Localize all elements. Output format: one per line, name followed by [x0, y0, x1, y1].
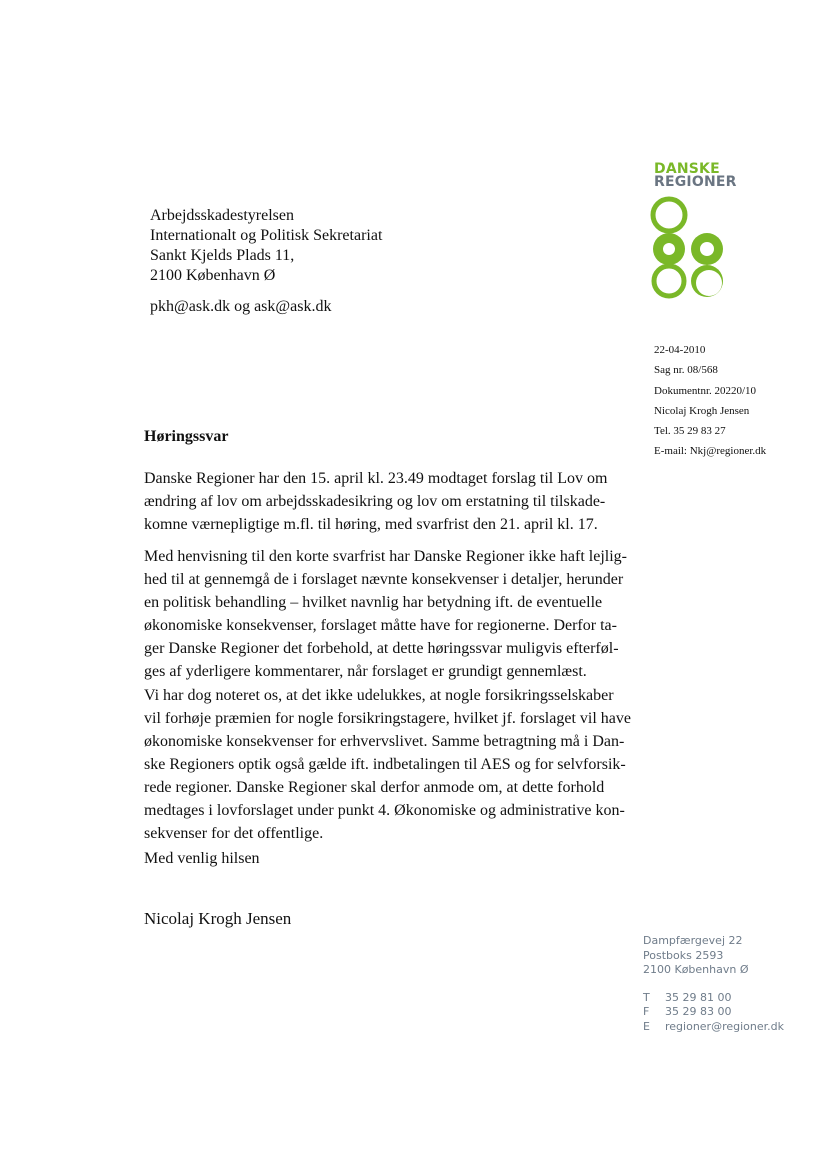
contact-key: F	[643, 1005, 650, 1018]
contact-key: E	[643, 1019, 650, 1033]
logo-circles-icon	[648, 194, 728, 300]
contact-value: 35 29 81 00	[665, 990, 732, 1004]
contact-value: regioner@regioner.dk	[665, 1019, 784, 1033]
meta-phone: Tel. 35 29 83 27	[654, 425, 726, 438]
paragraph-line: økonomiske konsekvenser, forslaget måtte have for regionerne. Derfor ta-	[144, 617, 617, 634]
meta-document-number: Dokumentnr. 20220/10	[654, 384, 757, 397]
meta-case-number: Sag nr. 08/568	[654, 364, 718, 377]
recipient-line: 2100 København Ø	[150, 267, 276, 284]
document-meta	[654, 340, 766, 462]
recipient-line: Internationalt og Politisk Sekretariat	[150, 227, 383, 244]
paragraph-line: Danske Regioner har den 15. april kl. 23.49 modtaget forslag til Lov om	[144, 470, 608, 487]
paragraph-line: vil forhøje præmien for nogle forsikringstagere, hvilket jf. forslaget vil have	[144, 710, 631, 727]
paragraph-3	[144, 684, 631, 845]
recipient-line: Sankt Kjelds Plads 11,	[150, 247, 295, 264]
contact-value: 35 29 83 00	[665, 1005, 732, 1018]
letter-heading: Høringssvar	[144, 428, 229, 445]
footer-contact-phone	[643, 991, 784, 1006]
paragraph-line: komne værnepligtige m.fl. til høring, med svarfrist den 21. april kl. 17.	[144, 516, 598, 533]
footer-contact-email	[643, 1020, 784, 1035]
paragraph-1	[144, 467, 610, 536]
paragraph-line: ændring af lov om arbejdsskadesikring og lov om erstatning til tilskade-	[144, 493, 606, 510]
paragraph-line: ger Danske Regioner det forbehold, at dette høringssvar muligvis efterføl-	[144, 640, 619, 657]
meta-email: E-mail: Nkj@regioner.dk	[654, 445, 767, 458]
footer-contact-fax	[643, 1005, 784, 1020]
paragraph-line: ske Regioners optik også gælde ift. indbetalingen til AES og for selvforsik-	[144, 756, 626, 773]
recipient-address	[150, 206, 382, 286]
paragraph-line: Vi har dog noteret os, at det ikke udelukkes, at nogle forsikringsselskaber	[144, 687, 614, 704]
meta-date: 22-04-2010	[654, 344, 706, 356]
paragraph-2	[144, 545, 627, 683]
paragraph-line: rede regioner. Danske Regioner skal derfor anmode om, at dette forhold	[144, 779, 605, 796]
paragraph-line: sekvenser for det offentlige.	[144, 825, 324, 842]
paragraph-line: hed til at gennemgå de i forslaget nævnte konsekvenser i detaljer, herunder	[144, 571, 624, 588]
logo-line-1: DANSKE	[654, 161, 720, 177]
paragraph-line: økonomiske konsekvenser for erhvervslivet. Samme betragtning må i Dan-	[144, 733, 625, 750]
paragraph-line: medtages i lovforslaget under punkt 4. Økonomiske og administrative kon-	[144, 802, 625, 819]
paragraph-line: ges af yderligere kommentarer, når forslaget er grundigt gennemlæst.	[144, 663, 587, 680]
contact-key: T	[643, 990, 650, 1004]
logo-line-2: REGIONER	[654, 174, 737, 190]
recipient-emails: pkh@ask.dk og ask@ask.dk	[150, 298, 332, 315]
paragraph-line: Med henvisning til den korte svarfrist har Danske Regioner ikke haft lejlig-	[144, 548, 627, 565]
footer-contacts	[643, 991, 784, 1035]
footer-street: Dampfærgevej 22	[643, 934, 743, 947]
paragraph-line: en politisk behandling – hvilket navnlig har betydning ift. de eventuelle	[144, 594, 603, 611]
footer-pobox: Postboks 2593	[643, 948, 724, 962]
logo-wordmark	[654, 163, 737, 189]
closing-greeting: Med venlig hilsen	[144, 850, 260, 867]
meta-author: Nicolaj Krogh Jensen	[654, 404, 750, 417]
recipient-line: Arbejdsskadestyrelsen	[150, 207, 294, 224]
footer-city: 2100 København Ø	[643, 963, 749, 976]
signature-name: Nicolaj Krogh Jensen	[144, 909, 292, 928]
sender-footer	[643, 934, 784, 1034]
